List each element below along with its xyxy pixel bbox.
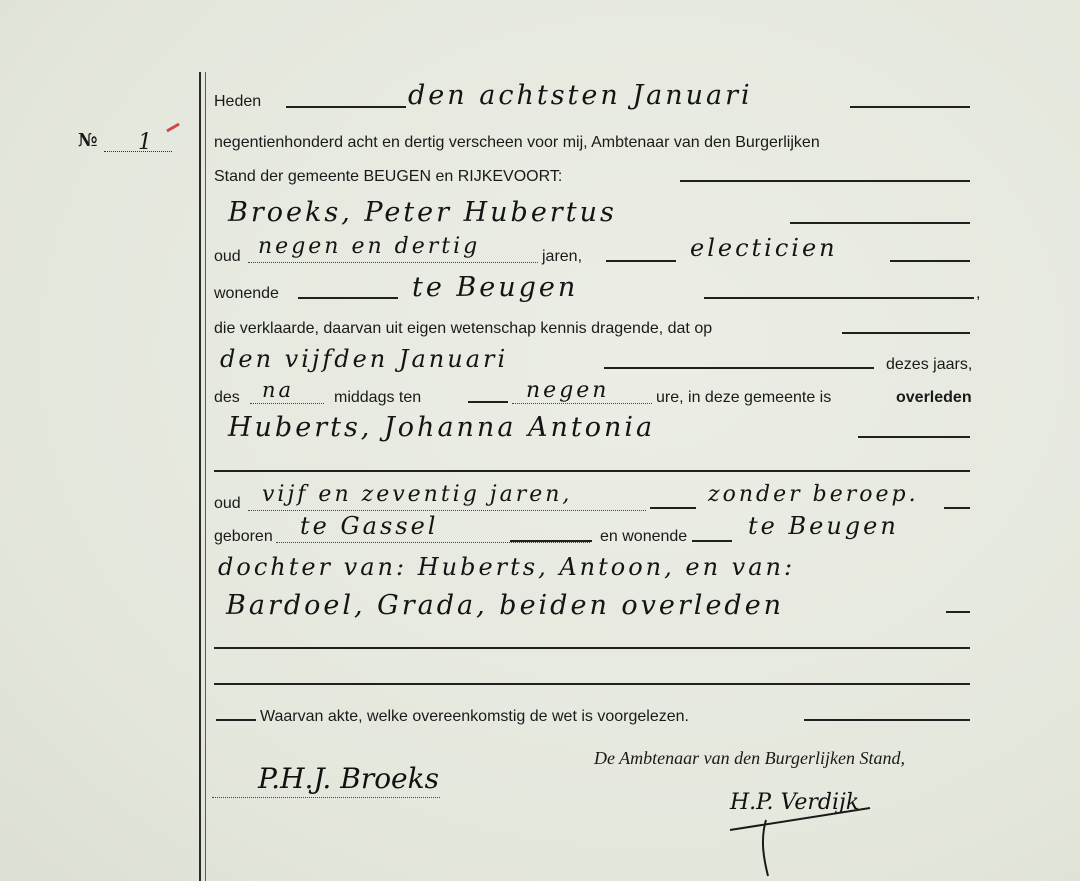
overleden-label: overleden (896, 389, 972, 406)
declarant-occupation: electicien (690, 234, 838, 262)
deceased-residence: te Beugen (748, 512, 899, 540)
deceased-name: Huberts, Johanna Antonia (228, 412, 656, 443)
blank-rule (214, 647, 970, 649)
signature-flourish (720, 780, 880, 880)
number-label: № (78, 130, 98, 151)
jaren-label: jaren, (542, 248, 583, 265)
parents-line: dochter van: Huberts, Antoon, en van: (218, 553, 796, 581)
certificate-page: № 1 Heden den achtsten Januari negentienhonderd acht en dertig verscheen voor mij, Ambtenaar van den Burgerlijken Stand der gemeente BEUGEN en RIJKEVOORT: Broeks, Peter Hubertus oud negen en dertig jaren, electicien wonende te Beugen , die verklaarde, daarvan uit eigen wetenschap kennis dragende, dat op den vijfden Januari dezes jaars, des na middags ten negen ure, in deze gemeente is overleden Huberts, Johanna Antonia oud vijf en zeventig jaren, zonder beroep. geboren te Gassel en wonende te Beugen dochter van: Huberts, Antoon, en van: Bardoel, Grada, beiden overleden Waarvan akte, welke overeenkomstig de wet is voorgelezen. De Ambtenaar van den Burgerlijken Stand, P.H.J. Broeks H.P. Verdijk (0, 0, 1080, 881)
declarant-age: negen en dertig (258, 234, 481, 259)
date-handwritten: den achtsten Januari (408, 80, 753, 111)
dezes-jaars: dezes jaars, (886, 356, 973, 373)
year-text: negentienhonderd acht en dertig verscheen voor mij, Ambtenaar van den Burgerlijken (214, 134, 820, 151)
parents-line-2: Bardoel, Grada, beiden overleden (226, 590, 785, 621)
blank-rule (214, 683, 970, 685)
closing-statement: Waarvan akte, welke overeenkomstig de wet is voorgelezen. (260, 708, 689, 725)
birthplace: te Gassel (300, 512, 439, 540)
deceased-age: vijf en zeventig jaren, (262, 482, 573, 507)
oud-label: oud (214, 248, 241, 265)
declarant-name: Broeks, Peter Hubertus (228, 197, 617, 228)
death-date: den vijfden Januari (220, 345, 509, 373)
des-label: des (214, 389, 240, 406)
margin-rule-inner (205, 72, 206, 881)
heden-label: Heden (214, 93, 262, 110)
geboren-label: geboren (214, 528, 273, 545)
deceased-occupation: zonder beroep. (708, 482, 919, 507)
stand-line: Stand der gemeente BEUGEN en RIJKEVOORT: (214, 168, 563, 185)
declaration-text: die verklaarde, daarvan uit eigen wetenschap kennis dragende, dat op (214, 320, 713, 337)
declarant-residence: te Beugen (412, 272, 579, 303)
number-value: 1 (138, 130, 152, 155)
red-tick-mark (166, 123, 180, 133)
declarant-signature: P.H.J. Broeks (258, 762, 439, 795)
official-signature: H.P. Verdijk (730, 790, 860, 815)
margin-rule (199, 72, 201, 881)
blank-rule (214, 470, 970, 472)
municipality: BEUGEN en RIJKEVOORT (363, 168, 558, 185)
time-of-day: na (262, 378, 295, 402)
wonende-label: wonende (214, 285, 279, 302)
deceased-oud-label: oud (214, 495, 241, 512)
hour: negen (526, 378, 610, 403)
official-title: De Ambtenaar van den Burgerlijken Stand, (594, 748, 905, 768)
